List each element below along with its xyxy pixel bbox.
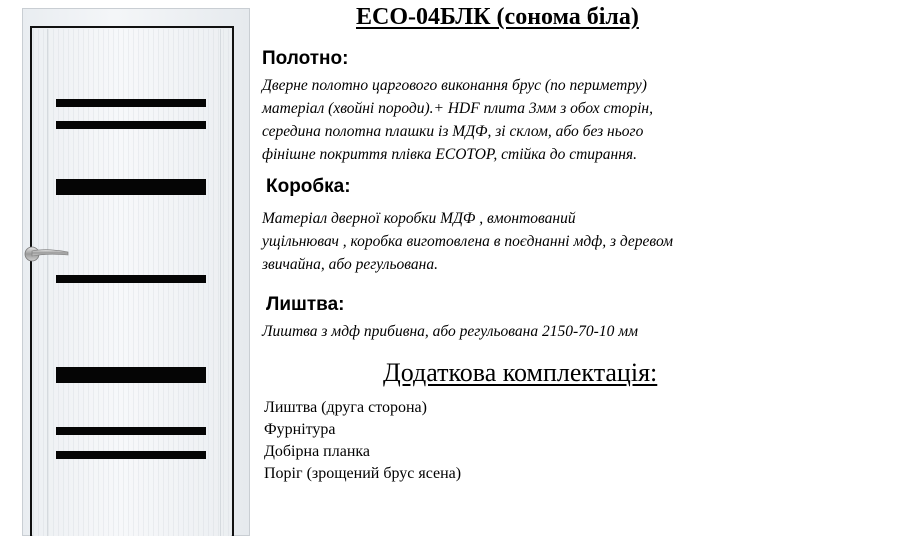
product-title: ECO-04БЛК (сонома біла) [356, 4, 639, 30]
section-heading-lyshtva: Лиштва: [266, 294, 345, 315]
glass-stripe [56, 275, 206, 283]
glass-stripe [56, 179, 206, 195]
door-illustration [22, 8, 250, 536]
door-leaf [33, 29, 231, 536]
list-item: Добірна планка [264, 443, 371, 460]
door-leaf-edge [220, 29, 221, 536]
glass-stripe [56, 121, 206, 129]
extras-title: Додаткова комплектація: [383, 358, 658, 387]
section-text-korobka [262, 207, 673, 276]
text-line: Матеріал дверної коробки МДФ , вмонтований [262, 210, 576, 227]
glass-stripe [56, 451, 206, 459]
text-line: Дверне полотно царгового виконання брус (по периметру) [262, 77, 647, 94]
list-item: Лиштва (друга сторона) [264, 399, 427, 416]
door-leaf-edge [47, 29, 48, 536]
extras-list [264, 397, 461, 485]
door-handle-icon [22, 243, 70, 263]
section-heading-korobka: Коробка: [266, 176, 351, 197]
text-line: звичайна, або регульована. [262, 256, 438, 273]
glass-stripe [56, 99, 206, 107]
glass-stripe [56, 427, 206, 435]
text-line: середина полотна плашки із МДФ, зі склом, або без нього [262, 123, 644, 140]
text-line: фінішне покриття плівка ECOTOP, стійка до стирання. [262, 146, 638, 163]
section-text-polotno [262, 74, 653, 166]
text-line: ущільнювач , коробка виготовлена в поєднанні мдф, з деревом [262, 233, 674, 250]
glass-stripe [56, 367, 206, 383]
section-heading-polotno: Полотно: [262, 48, 349, 69]
text-line: матеріал (хвойні породи).+ HDF плита 3мм з обох сторін, [262, 100, 653, 117]
list-item: Фурнітура [264, 421, 336, 438]
text-line: Лиштва з мдф прибивна, або регульована 2150-70-10 мм [262, 323, 638, 340]
section-text-lyshtva [262, 320, 638, 343]
list-item: Поріг (зрощений брус ясена) [264, 465, 462, 482]
